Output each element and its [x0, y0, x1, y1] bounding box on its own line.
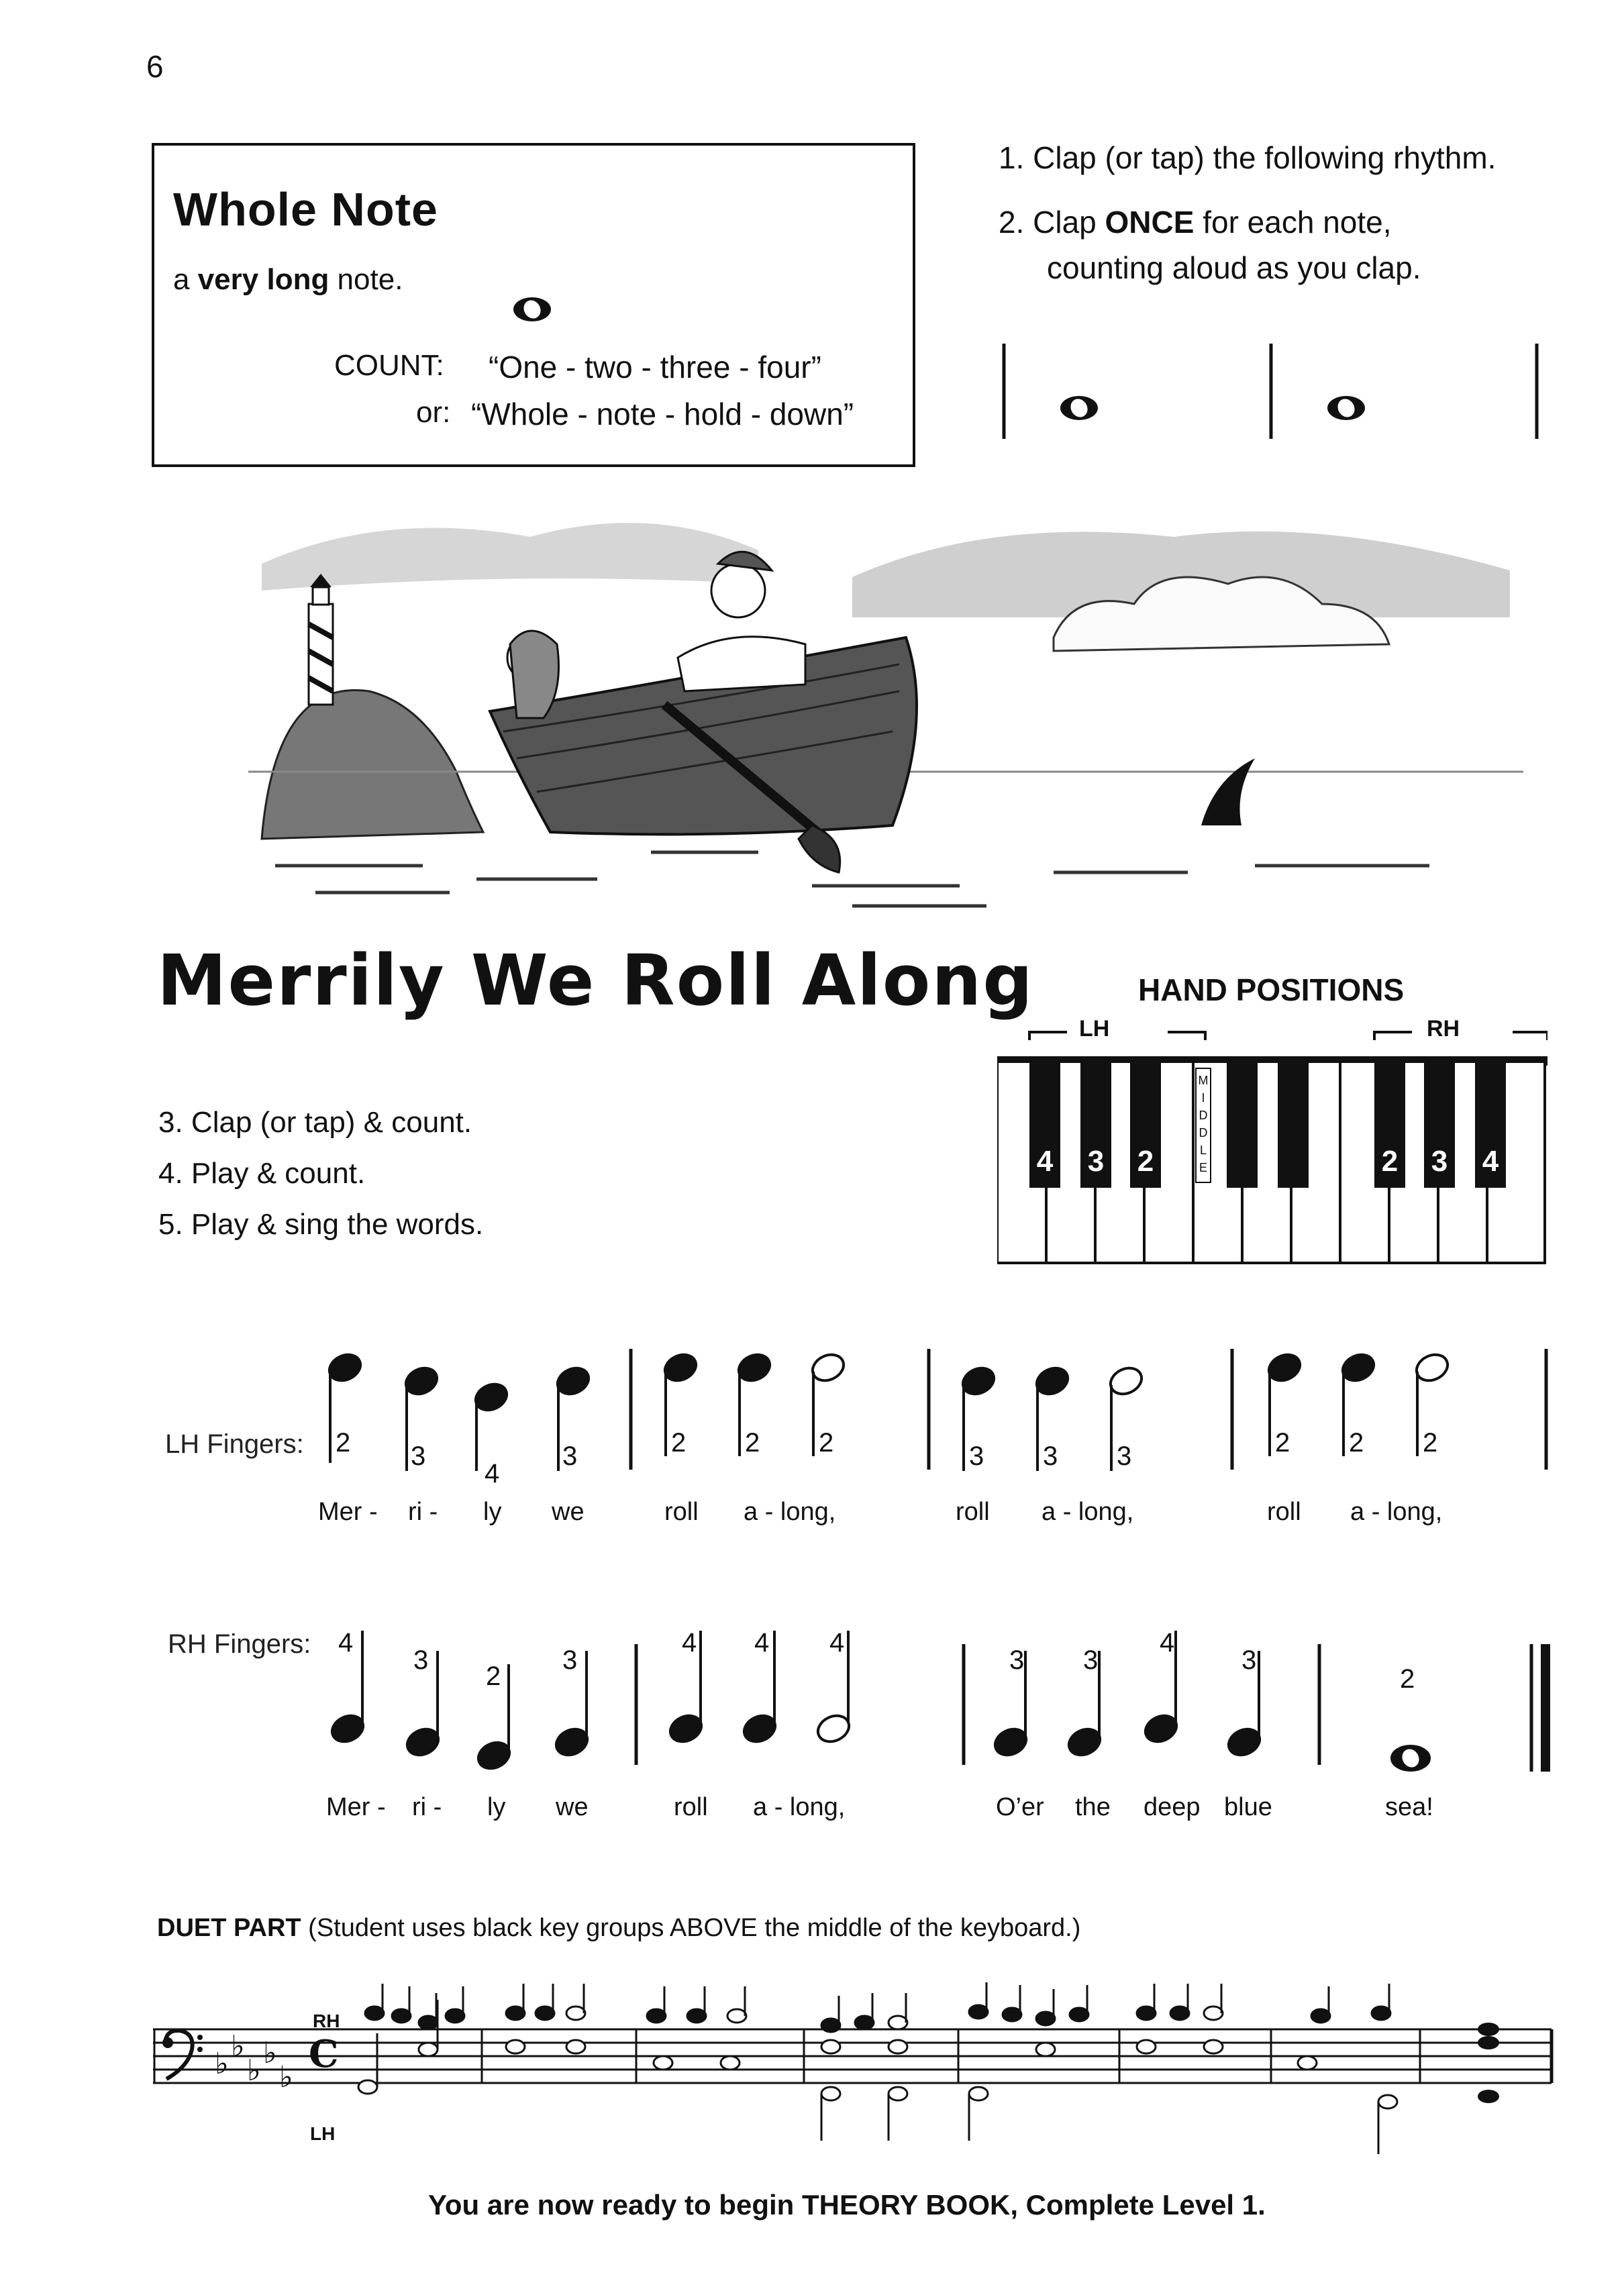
duet-lh-label: LH: [310, 2123, 336, 2144]
lh-finger-num: 3: [1117, 1441, 1132, 1471]
instruction-step-1: 1. Clap (or tap) the following rhythm.: [999, 140, 1496, 175]
svg-text:L: L: [1199, 1143, 1207, 1157]
lh-finger-num: 2: [1423, 1428, 1438, 1458]
lh-lyric: a - long,: [1350, 1498, 1443, 1526]
footer-text: You are now ready to begin THEORY BOOK, Complete Level 1.: [428, 2189, 1266, 2221]
lh-lyric: we: [552, 1498, 585, 1526]
svg-text:M: M: [1198, 1074, 1209, 1087]
rh-finger-num: 3: [562, 1645, 578, 1675]
rh-lyric: Mer -: [326, 1793, 386, 1821]
svg-text:♭: ♭: [215, 2047, 229, 2081]
rh-bracket: [1374, 1032, 1547, 1040]
keyboard-diagram: [997, 1020, 1547, 1268]
rh-finger-num: 2: [486, 1662, 501, 1691]
lh-notation: [315, 1342, 1564, 1476]
lh-finger-num: 2: [671, 1428, 687, 1458]
song-title: Merrily We Roll Along: [157, 939, 1034, 1021]
step-4: 4. Play & count.: [158, 1157, 366, 1190]
lighthouse-icon: [309, 574, 333, 705]
duet-staff: [153, 1973, 1562, 2188]
rh-lyric: roll: [674, 1793, 708, 1821]
bass-clef-icon: [162, 2031, 203, 2079]
woman-figure: [507, 631, 559, 718]
lh-finger-num: 2: [1349, 1428, 1364, 1458]
rh-fingers-label: RH Fingers:: [168, 1629, 311, 1659]
lh-lyric: ri -: [408, 1498, 438, 1526]
lh-lyric: roll: [956, 1498, 990, 1526]
svg-text:♭: ♭: [231, 2029, 245, 2064]
rh-finger-3: 3: [1431, 1145, 1448, 1178]
rh-finger-2: 2: [1381, 1145, 1399, 1178]
lh-finger-num: 2: [819, 1428, 834, 1458]
final-chord: [1478, 2023, 1499, 2103]
lh-finger-num: 3: [969, 1441, 984, 1471]
whole-note-description: a very long note.: [173, 263, 403, 296]
count-text: “One - two - three - four”: [489, 350, 821, 385]
lh-finger-num: 2: [745, 1428, 760, 1458]
whole-note-title: Whole Note: [173, 183, 438, 236]
lh-finger-4: 4: [1036, 1145, 1054, 1178]
svg-text:♭: ♭: [279, 2060, 293, 2094]
lh-lyric: roll: [664, 1498, 699, 1526]
shark-fin-icon: [1201, 758, 1255, 825]
lh-lyric: a - long,: [744, 1498, 836, 1526]
rh-lyric: ri -: [412, 1793, 442, 1821]
time-signature: C: [309, 2032, 339, 2076]
lh-fingers-label: LH Fingers:: [165, 1429, 304, 1459]
lh-lyric: a - long,: [1042, 1498, 1134, 1526]
step-5: 5. Play & sing the words.: [158, 1208, 484, 1241]
lh-finger-3: 3: [1087, 1145, 1105, 1178]
rh-notation: [315, 1624, 1564, 1785]
rh-lyric: a - long,: [753, 1793, 846, 1821]
step-3: 3. Clap (or tap) & count.: [158, 1106, 472, 1139]
rh-finger-num: 4: [754, 1628, 770, 1658]
lh-finger-num: 3: [562, 1441, 578, 1471]
hand-positions-title: HAND POSITIONS: [1138, 972, 1405, 1007]
svg-text:♭: ♭: [263, 2036, 277, 2070]
count-label: COUNT:: [334, 349, 444, 382]
rh-finger-num: 3: [1083, 1645, 1099, 1675]
whole-note-icon: [1060, 396, 1098, 420]
key-signature-flats: [215, 2029, 293, 2094]
lh-lyric: roll: [1267, 1498, 1301, 1526]
rh-lyric: the: [1075, 1793, 1111, 1821]
duet-rh-label: RH: [313, 2011, 340, 2031]
svg-text:D: D: [1199, 1109, 1208, 1122]
lh-finger-num: 2: [336, 1428, 351, 1458]
sky-cloud-left: [262, 523, 758, 591]
rh-finger-num: 4: [682, 1628, 697, 1658]
duet-lh-notes: [358, 2000, 1397, 2154]
rhythm-exercise: [993, 341, 1550, 442]
or-text: “Whole - note - hold - down”: [471, 397, 854, 431]
rh-finger-num: 3: [1241, 1645, 1257, 1675]
lh-finger-2: 2: [1137, 1145, 1154, 1178]
rh-lyric: O’er: [996, 1793, 1044, 1821]
page-number: 6: [146, 49, 164, 84]
lh-bracket: [1029, 1032, 1205, 1040]
lh-finger-num: 3: [411, 1441, 426, 1471]
water-lines: [275, 852, 1429, 906]
rh-finger-num: 2: [1400, 1664, 1415, 1694]
svg-text:♭: ♭: [247, 2053, 261, 2088]
or-label: or:: [416, 396, 451, 429]
rh-bracket-label: RH: [1427, 1016, 1460, 1041]
lh-lyric: Mer -: [318, 1498, 378, 1526]
lh-lyric: ly: [483, 1498, 502, 1526]
svg-text:I: I: [1201, 1091, 1205, 1105]
rh-lyric: we: [556, 1793, 589, 1821]
duet-header: DUET PART (Student uses black key groups ABOVE the middle of the keyboard.): [157, 1914, 1081, 1942]
island: [262, 690, 483, 839]
lh-finger-num: 2: [1275, 1428, 1290, 1458]
rh-finger-num: 3: [1009, 1645, 1025, 1675]
instruction-step-2-line2: counting aloud as you clap.: [1047, 250, 1421, 285]
rh-finger-4: 4: [1482, 1145, 1499, 1178]
rh-lyric: blue: [1224, 1793, 1272, 1821]
svg-text:D: D: [1199, 1126, 1208, 1139]
instruction-step-2: 2. Clap ONCE for each note,: [999, 205, 1392, 240]
rh-finger-num: 3: [413, 1645, 429, 1675]
lh-finger-num: 3: [1043, 1441, 1058, 1471]
lh-bracket-label: LH: [1079, 1016, 1110, 1041]
rh-lyric: ly: [487, 1793, 506, 1821]
whole-note-icon: [510, 294, 554, 325]
whole-note-icon: [1327, 396, 1365, 420]
svg-text:E: E: [1199, 1161, 1208, 1174]
rh-finger-num: 4: [1160, 1628, 1175, 1658]
lh-finger-num: 4: [485, 1459, 500, 1488]
rh-finger-num: 4: [338, 1628, 354, 1658]
rh-lyric: sea!: [1385, 1793, 1433, 1821]
rh-finger-num: 4: [829, 1628, 845, 1658]
duet-rh-notes: [365, 1982, 1390, 2032]
rh-lyric: deep: [1144, 1793, 1201, 1821]
boat-illustration: [248, 490, 1523, 913]
